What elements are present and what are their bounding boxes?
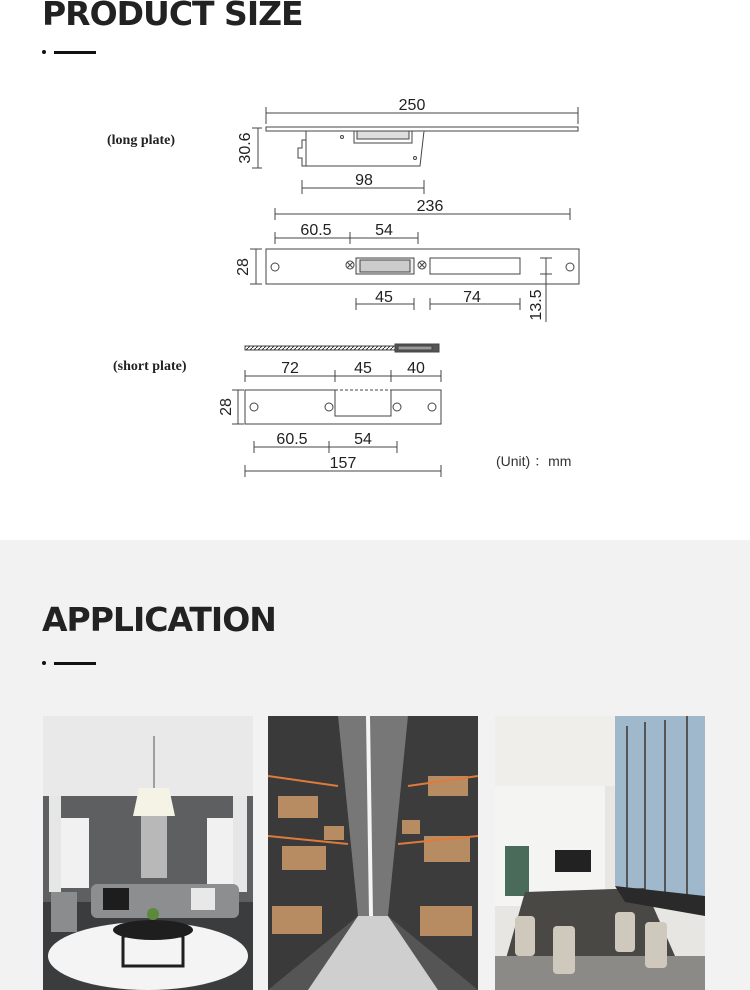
dim-short-overall-length: 157 <box>329 455 357 472</box>
dim-body-height: 30.6 <box>237 132 254 164</box>
application-title: APPLICATION <box>42 600 276 639</box>
dim-right-segment: 40 <box>407 360 425 377</box>
short-plate-label: (short plate) <box>113 359 187 374</box>
dim-slot-length: 74 <box>463 289 481 306</box>
conference-room-photo <box>495 716 705 990</box>
unit-label: (Unit) ：mm <box>496 453 572 469</box>
dim-hole-to-center: 60.5 <box>300 222 332 239</box>
long-plate-label: (long plate) <box>107 133 176 148</box>
dim-overall-length: 250 <box>398 97 426 114</box>
dim-body-length: 98 <box>355 172 373 189</box>
dim-left-segment: 72 <box>281 360 299 377</box>
living-room-photo <box>43 716 253 990</box>
warehouse-photo <box>268 716 478 990</box>
technical-drawing <box>0 80 750 500</box>
dim-plate-length: 236 <box>416 198 444 215</box>
dim-plate-width: 28 <box>235 258 252 276</box>
dim-center-span: 54 <box>375 222 393 239</box>
dim-slot-offset: 13.5 <box>528 289 545 321</box>
dim-opening-width: 45 <box>375 289 393 306</box>
dim-middle-segment: 45 <box>354 360 372 377</box>
dim-short-center-span: 54 <box>354 431 372 448</box>
product-size-title: PRODUCT SIZE <box>42 0 303 33</box>
dim-short-plate-width: 28 <box>218 398 235 416</box>
dim-short-hole-to-center: 60.5 <box>276 431 308 448</box>
